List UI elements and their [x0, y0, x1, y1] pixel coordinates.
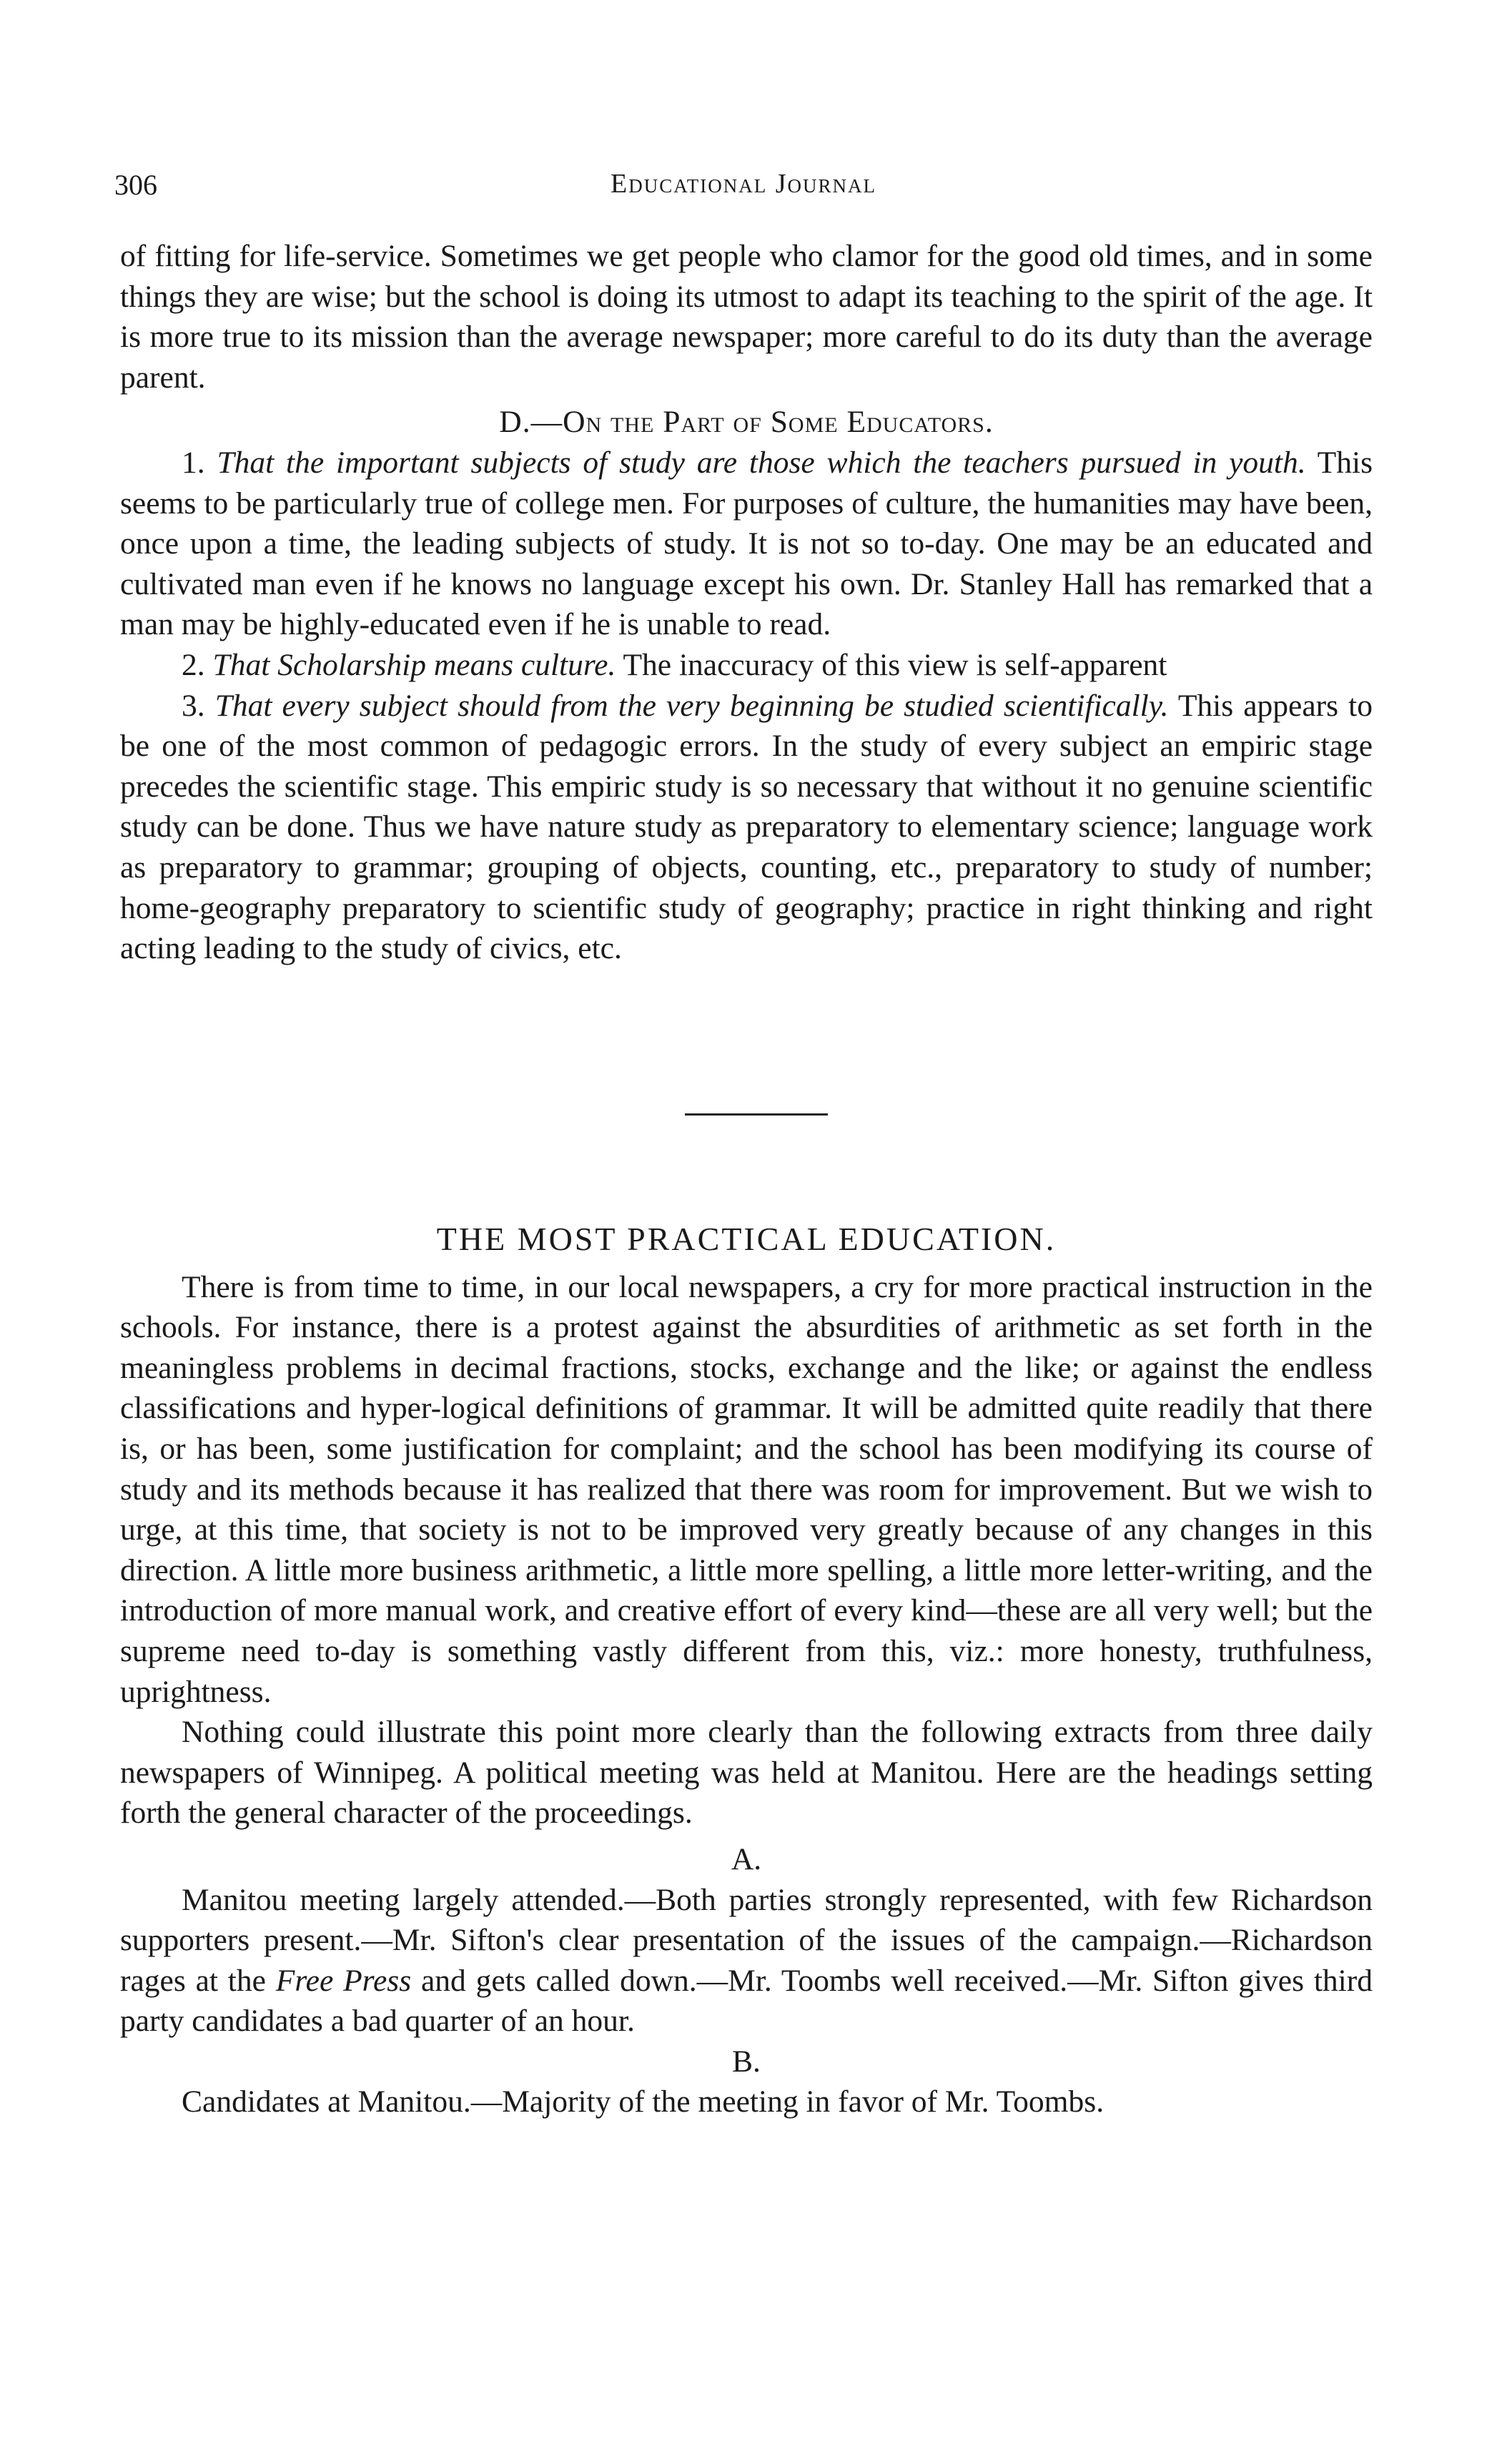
section-d-item-3	[120, 686, 1373, 969]
item-text: This appears to be one of the most common of pedagogic errors. In the study of every subject an empiric stage precedes the scientific stage. This empiric study is so necessary that without it no genuine scientific study can be done. Thus we have nature study as preparatory to elementary science; language work as preparatory to grammar; grouping of objects, counting, etc., preparatory to study of number; home-geography preparatory to scientific study of geography; practice in right thinking and right acting leading to the study of civics, etc.	[120, 688, 1373, 966]
article-title: THE MOST PRACTICAL EDUCATION.	[436, 1221, 1057, 1257]
extract-a-label: A.	[731, 1841, 762, 1876]
page-header	[114, 168, 1373, 211]
article-column	[120, 1219, 1373, 2122]
item-title: That every subject should from the very beginning be studied scientifically.	[214, 688, 1169, 723]
extract-a-text-part: and gets called down.—Mr. Toombs well received.—Mr. Sifton gives third party candidates a bad quarter of an hour.	[120, 1963, 1373, 2039]
extract-a-text-part: Manitou meeting largely attended.—Both parties strongly represented, with few Richardson supporters present.—Mr. Sifton's clear presentation of the issues of the campaign.—Richardson rages at the	[120, 1882, 1373, 1998]
page-number: 306	[114, 169, 157, 201]
extract-a-newspaper-name: Free Press	[275, 1963, 412, 1998]
item-number: 1.	[182, 445, 205, 480]
running-head: Educational Journal	[611, 169, 876, 199]
extract-b-text: Candidates at Manitou.—Majority of the meeting in favor of Mr. Toombs.	[182, 2084, 1105, 2119]
article-paragraph-1: There is from time to time, in our local newspapers, a cry for more practical instruction in the schools. For instance, there is a protest against the absurdities of arithmetic as set forth in the meaningless problems in decimal fractions, stocks, exchange and the like; or against the endless classifications and hyper-logical definitions of grammar. It will be admitted quite readily that there is, or has been, some justification for complaint; and the school has been modifying its course of study and its methods because it has realized that there was room for improvement. But we wish to urge, at this time, that society is not to be improved very greatly because of any changes in this direction. A little more business arithmetic, a little more spelling, a little more letter-writing, and the introduction of more manual work, and creative effort of every kind—these are all very well; but the supreme need to-day is something vastly different from this, viz.: more honesty, truthfulness, uprightness.	[120, 1269, 1373, 1709]
section-d-heading: D.—On the Part of Some Educators.	[499, 405, 994, 440]
section-d-item-1	[120, 443, 1373, 645]
extract-b-label: B.	[732, 2044, 761, 2079]
section-d-column	[120, 236, 1373, 969]
section-d-item-2	[120, 645, 1373, 686]
item-number: 3.	[182, 688, 205, 723]
section-divider-rule	[685, 1113, 828, 1116]
item-text: The inaccuracy of this view is self-apparent	[616, 647, 1167, 682]
extract-a-text	[120, 1880, 1373, 2042]
continuation-paragraph: of fitting for life-service. Sometimes we get people who clamor for the good old times, and in some things they are wise; but the school is doing its utmost to adapt its teaching to the spirit of the age. It is more true to its mission than the average newspaper; more careful to do its duty than the average parent.	[120, 239, 1373, 395]
item-title: That Scholarship means culture.	[212, 647, 616, 682]
item-text: This seems to be particularly true of college men. For purposes of culture, the humanities may have been, once upon a time, the leading subjects of study. It is not so to-day. One may be an educated and cultivated man even if he knows no language except his own. Dr. Stanley Hall has remarked that a man may be highly-educated even if he is unable to read.	[120, 445, 1373, 642]
item-title: That the important subjects of study are those which the teachers pursued in youth.	[217, 445, 1306, 480]
item-number: 2.	[182, 647, 205, 682]
article-paragraph-2: Nothing could illustrate this point more clearly than the following extracts from three daily newspapers of Winnipeg. A political meeting was held at Manitou. Here are the headings setting forth the general character of the proceedings.	[120, 1715, 1373, 1831]
